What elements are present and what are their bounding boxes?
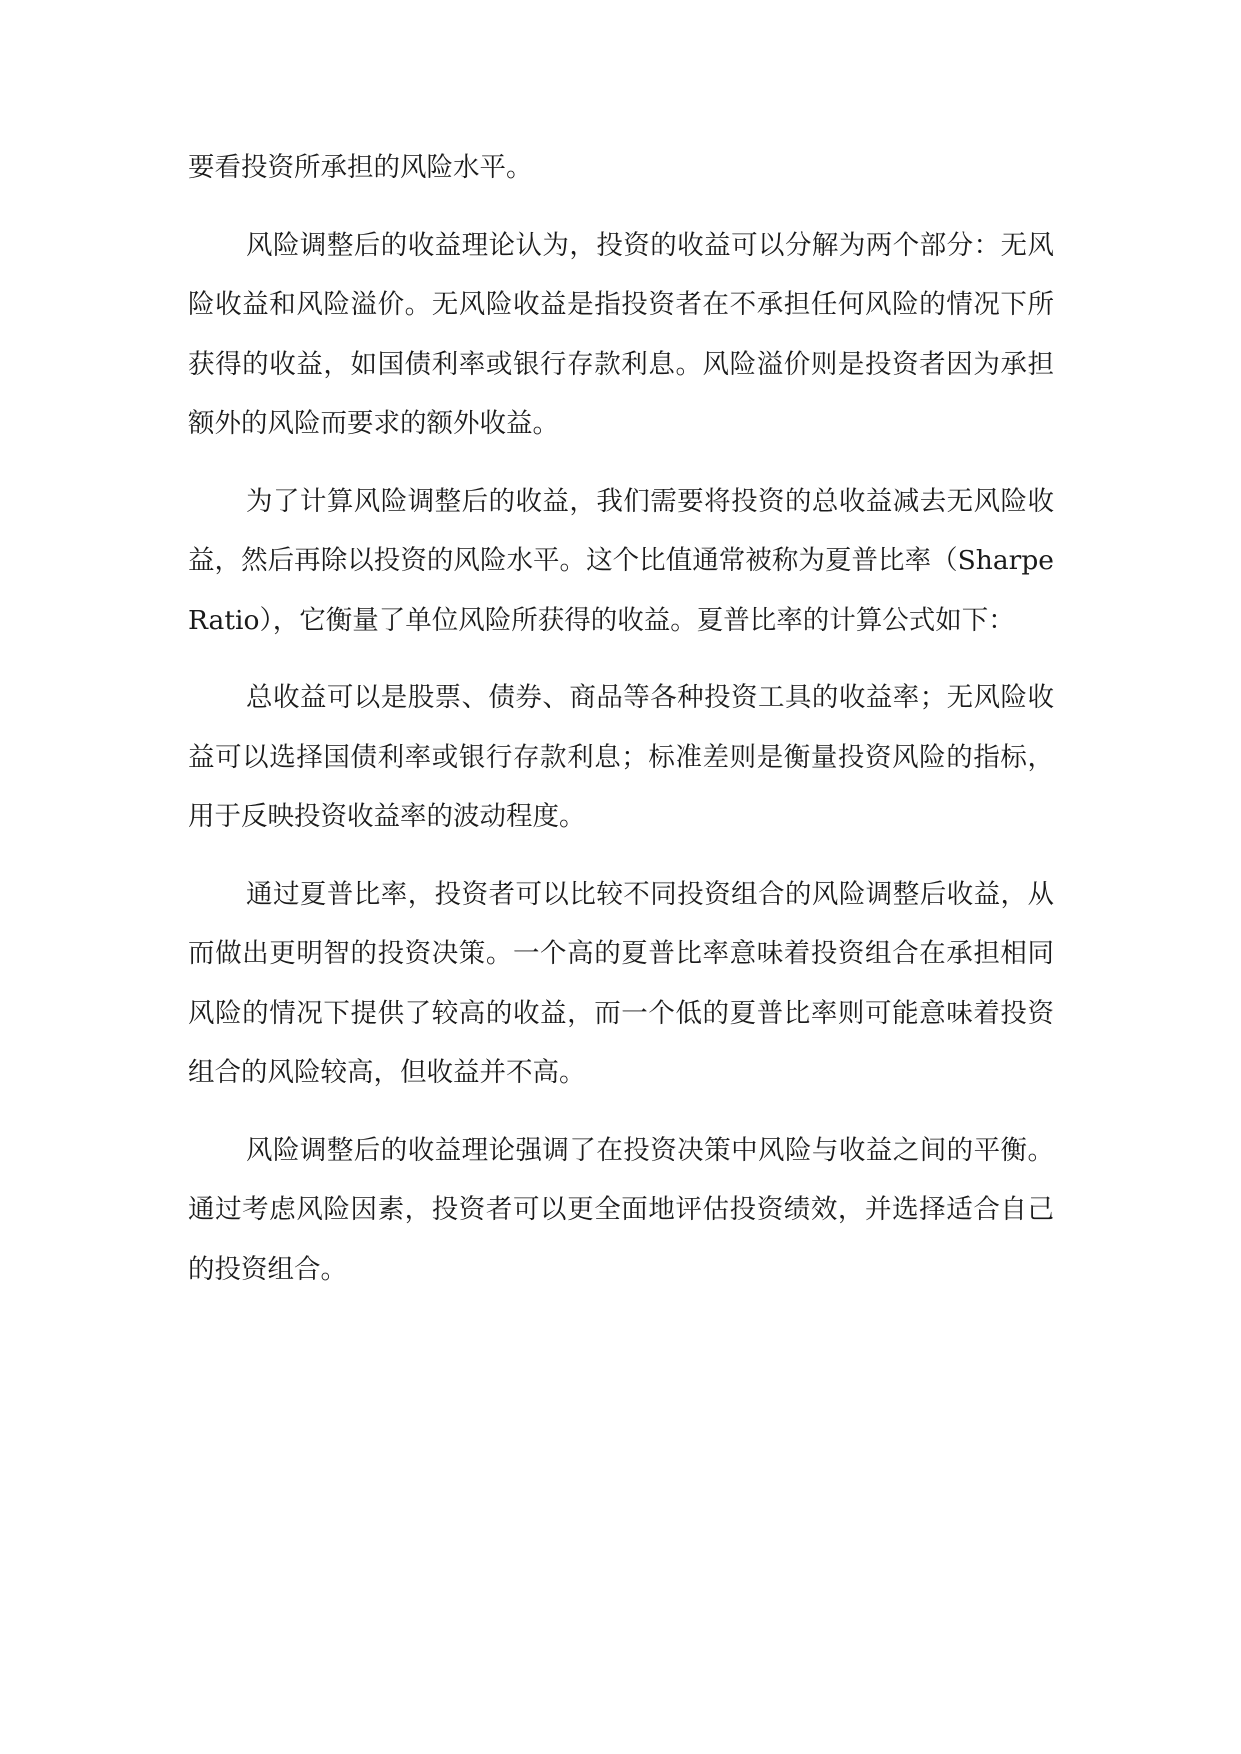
paragraph-formula-terms: 总收益可以是股票、债券、商品等各种投资工具的收益率；无风险收益可以选择国债利率或银行存款利息；标准差则是衡量投资风险的指标，用于反映投资收益率的波动程度。 — [188, 682, 1054, 832]
paragraph-conclusion: 风险调整后的收益理论强调了在投资决策中风险与收益之间的平衡。通过考虑风险因素，投资者可以更全面地评估投资绩效，并选择适合自己的投资组合。 — [188, 1134, 1054, 1285]
paragraph-sharpe-ratio-intro: 为了计算风险调整后的收益，我们需要将投资的总收益减去无风险收益，然后再除以投资的风险水平。这个比值通常被称为夏普比率（Sharpe Ratio），它衡量了单位风险所获得的收益。夏普比率的计算公式如下： — [188, 485, 1054, 636]
document-body — [188, 138, 1054, 1317]
paragraph-continuation: 要看投资所承担的风险水平。 — [188, 152, 533, 183]
paragraph-risk-adjusted-theory: 风险调整后的收益理论认为，投资的收益可以分解为两个部分：无风险收益和风险溢价。无风险收益是指投资者在不承担任何风险的情况下所获得的收益，如国债利率或银行存款利息。风险溢价则是投资者因为承担额外的风险而要求的额外收益。 — [188, 229, 1054, 439]
paragraph-sharpe-comparison: 通过夏普比率，投资者可以比较不同投资组合的风险调整后收益，从而做出更明智的投资决策。一个高的夏普比率意味着投资组合在承担相同风险的情况下提供了较高的收益，而一个低的夏普比率则可能意味着投资组合的风险较高，但收益并不高。 — [188, 878, 1054, 1088]
